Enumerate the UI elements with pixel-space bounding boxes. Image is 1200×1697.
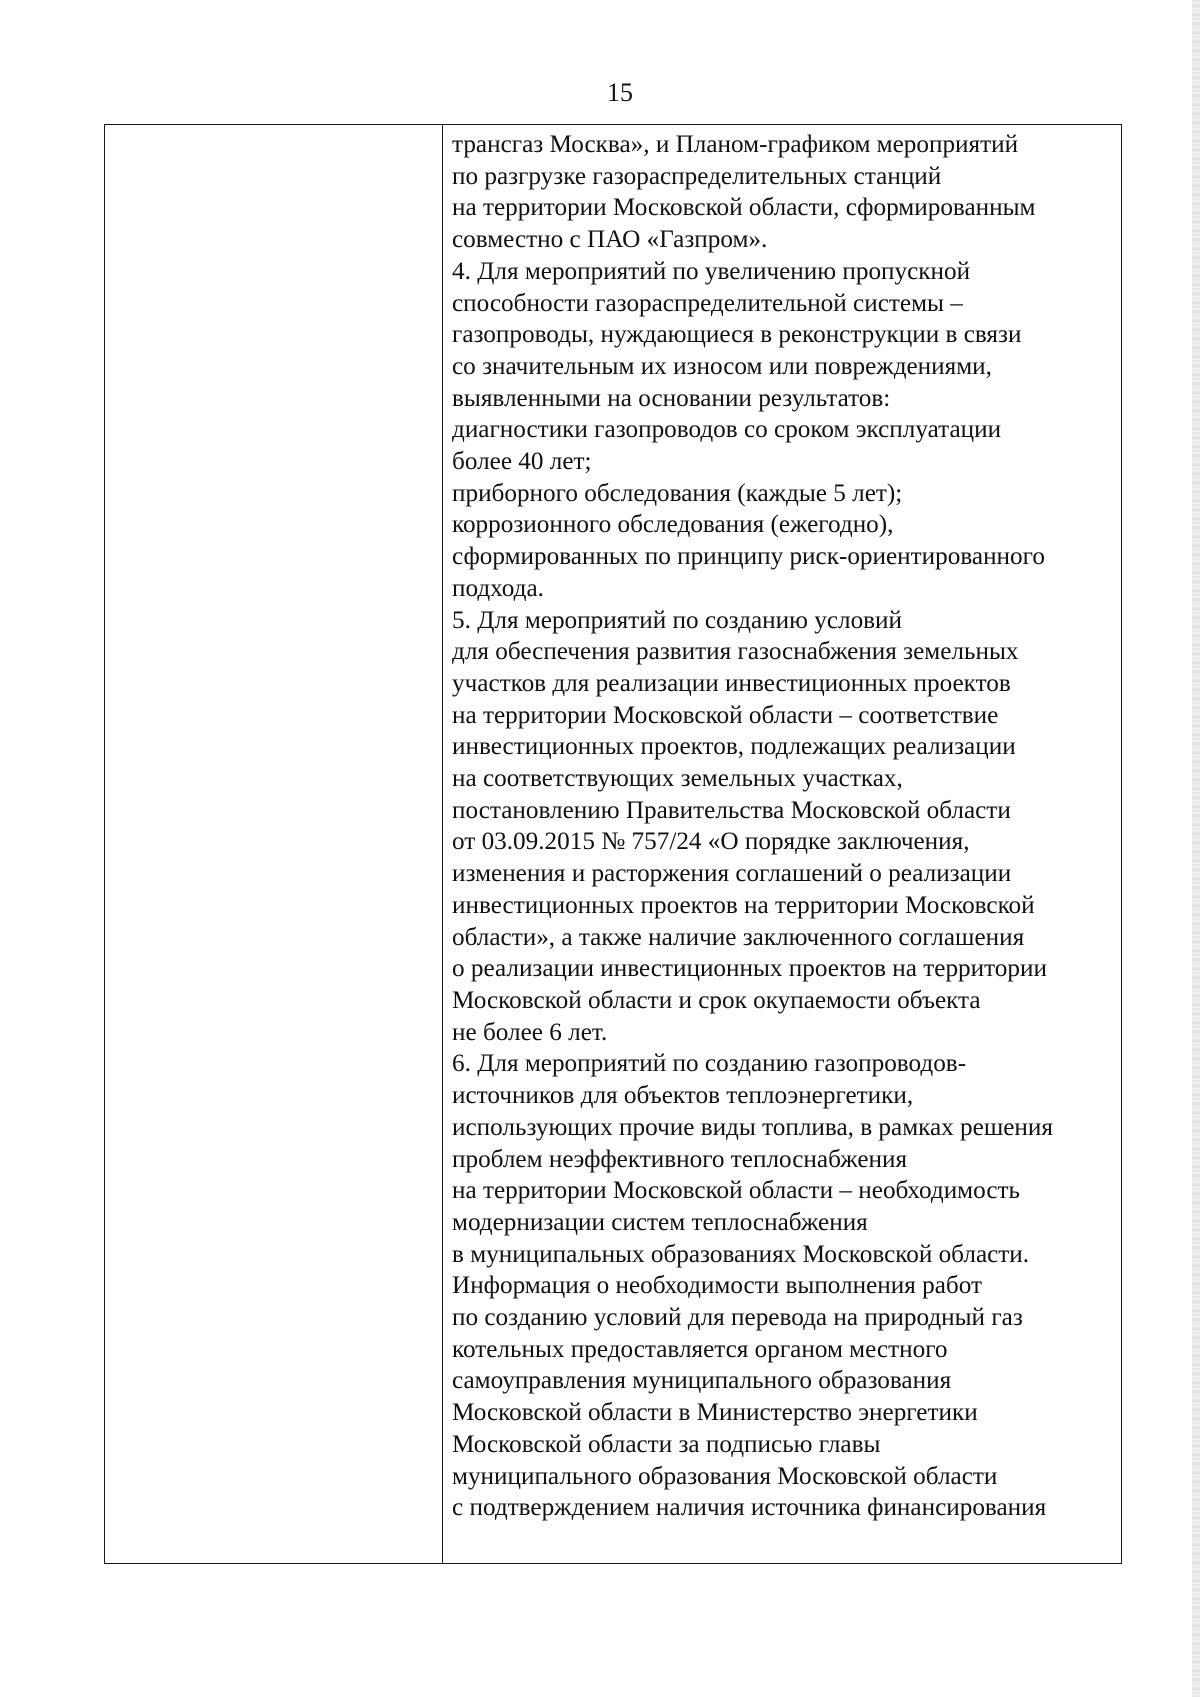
text-line: способности газораспределительной системы –: [452, 289, 963, 317]
text-line: коррозионного обследования (ежегодно),: [452, 511, 894, 539]
text-line: модернизации систем теплоснабжения: [452, 1208, 868, 1236]
text-line: трансгаз Москва», и Планом-графиком мероприятий: [452, 131, 1019, 158]
document-table: [104, 124, 1122, 1564]
text-line: на территории Московской области – соответствие: [452, 701, 999, 729]
text-line: подхода.: [452, 574, 544, 602]
text-line: Московской области и срок окупаемости объекта: [452, 986, 981, 1014]
text-line: использующих прочие виды топлива, в рамках решения: [452, 1113, 1053, 1141]
text-line: более 40 лет;: [452, 448, 592, 476]
text-line: постановлению Правительства Московской области: [452, 796, 1011, 824]
scan-edge-artifact: [1192, 0, 1200, 1697]
text-line: самоуправления муниципального образования: [452, 1367, 952, 1395]
text-line: на территории Московской области, сформированным: [452, 194, 1036, 222]
text-line: совместно с ПАО «Газпром».: [452, 226, 768, 254]
page-number: 15: [607, 78, 633, 107]
table-left-cell: [105, 125, 442, 1563]
text-line: проблем неэффективного теплоснабжения: [452, 1145, 908, 1173]
text-line: с подтверждением наличия источника финансирования: [452, 1494, 1047, 1522]
text-line: Информация о необходимости выполнения работ: [452, 1272, 982, 1300]
text-line: Московской области в Министерство энергетики: [452, 1399, 978, 1427]
text-line: диагностики газопроводов со сроком эксплуатации: [452, 416, 1002, 444]
text-line: по созданию условий для перевода на природный газ: [452, 1304, 1023, 1332]
text-line: от 03.09.2015 № 757/24 «О порядке заключения,: [452, 828, 970, 856]
text-line: приборного обследования (каждые 5 лет);: [452, 479, 903, 507]
text-line: источников для объектов теплоэнергетики,: [452, 1082, 914, 1110]
text-line: выявленными на основании результатов:: [452, 384, 891, 412]
text-line: по разгрузке газораспределительных станций: [452, 162, 942, 190]
text-line: изменения и расторжения соглашений о реализации: [452, 860, 1012, 888]
text-line: на территории Московской области – необходимость: [452, 1177, 1021, 1205]
text-line: сформированных по принципу риск-ориентированного: [452, 543, 1045, 571]
text-line: Московской области за подписью главы: [452, 1430, 881, 1458]
text-line: 6. Для мероприятий по созданию газопроводов-: [452, 1050, 967, 1078]
text-line: в муниципальных образованиях Московской области.: [452, 1240, 1030, 1268]
text-line: инвестиционных проектов, подлежащих реализации: [452, 733, 1016, 761]
text-line: 5. Для мероприятий по созданию условий: [452, 606, 903, 634]
text-line: для обеспечения развития газоснабжения земельных: [452, 638, 1019, 666]
text-line: муниципального образования Московской области: [452, 1462, 998, 1490]
text-line: котельных предоставляется органом местного: [452, 1335, 948, 1363]
text-line: о реализации инвестиционных проектов на территории: [452, 955, 1047, 983]
text-line: участков для реализации инвестиционных проектов: [452, 669, 1011, 697]
column-divider: [442, 125, 443, 1563]
text-line: газопроводы, нуждающиеся в реконструкции в связи: [452, 321, 1022, 349]
text-line: со значительным их износом или повреждениями,: [452, 352, 992, 380]
text-line: на соответствующих земельных участках,: [452, 765, 903, 793]
text-line: не более 6 лет.: [452, 1018, 608, 1046]
text-line: 4. Для мероприятий по увеличению пропускной: [452, 257, 971, 285]
table-right-cell: [446, 129, 1122, 1524]
text-line: инвестиционных проектов на территории Московской: [452, 891, 1035, 919]
text-line: области», а также наличие заключенного соглашения: [452, 923, 1025, 951]
